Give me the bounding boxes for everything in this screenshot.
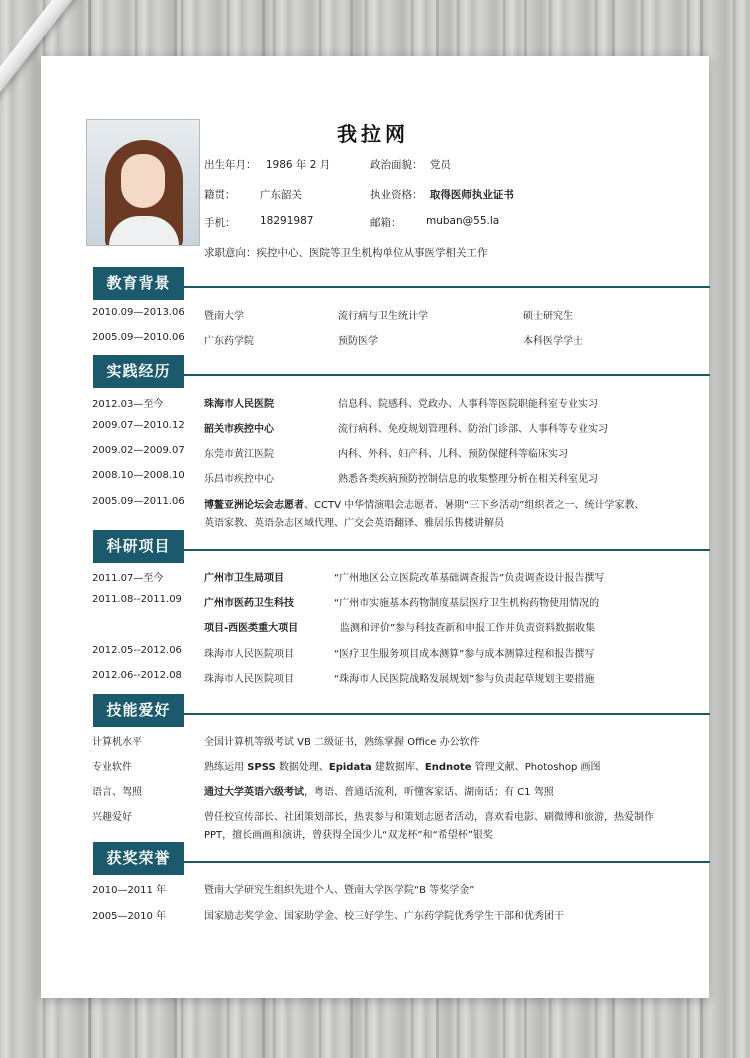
birth-value: 1986 年 2 月 xyxy=(265,159,331,171)
research-desc: “广州地区公立医院改革基础调查报告”负责调查设计报告撰写 xyxy=(334,573,605,584)
skill-label: 专业软件 xyxy=(92,762,132,773)
practice-date: 2008.10—2008.10 xyxy=(92,470,185,481)
education-major: 预防医学 xyxy=(338,336,378,347)
education-date: 2010.09—2013.06 xyxy=(92,307,185,318)
award-desc: 暨南大学研究生组织先进个人、暨南大学医学院“B 等奖学金” xyxy=(204,885,475,896)
section-divider xyxy=(184,713,710,715)
research-desc: 监测和评价”参与科技查新和申报工作并负责资料数据收集 xyxy=(340,623,596,634)
practice-date: 2005.09—2011.06 xyxy=(92,496,185,507)
software-text: 熟练运用 xyxy=(204,762,248,773)
section-divider xyxy=(184,374,710,376)
practice-org: 韶关市疾控中心 xyxy=(204,424,274,435)
phone-info xyxy=(204,215,314,230)
practice-date: 2012.03—至今 xyxy=(92,399,164,410)
research-date: 2011.08--2011.09 xyxy=(92,594,182,605)
education-major: 流行病与卫生统计学 xyxy=(338,311,428,322)
research-date: 2012.06--2012.08 xyxy=(92,670,182,681)
practice-desc: 、CCTV 中华情演唱会志愿者、暑期“三下乡活动”组织者之一、统计学家教、 xyxy=(304,500,645,511)
research-desc: “医疗卫生服务项目成本测算”参与成本测算过程和报告撰写 xyxy=(334,649,595,660)
politics-info xyxy=(370,157,451,172)
research-org: 广州市卫生局项目 xyxy=(204,573,284,584)
birth-info xyxy=(204,157,330,172)
practice-org: 乐昌市疾控中心 xyxy=(204,474,274,485)
research-desc: “珠海市人民医院战略发展规划”参与负责起草规划主要措施 xyxy=(334,674,595,685)
practice-title: 实践经历 xyxy=(93,355,184,388)
section-divider xyxy=(184,549,710,551)
practice-desc-continued: 英语家教、英语杂志区域代理、广交会英语翻译、雅居乐售楼讲解员 xyxy=(204,518,504,529)
objective-label: 求职意向： xyxy=(204,247,257,259)
practice-org: 珠海市人民医院 xyxy=(204,399,274,410)
license-value: 取得医师执业证书 xyxy=(429,189,514,201)
skill-label: 计算机水平 xyxy=(92,737,142,748)
license-label: 执业资格： xyxy=(370,189,423,201)
software-text: 数据处理、 xyxy=(275,762,329,773)
practice-org: 博鳌亚洲论坛会志愿者 xyxy=(204,500,304,511)
practice-date: 2009.02—2009.07 xyxy=(92,445,185,456)
award-desc: 国家励志奖学金、国家助学金、校三好学生、广东药学院优秀学生干部和优秀团干 xyxy=(204,911,564,922)
objective-value: 疾控中心、医院等卫生机构单位从事医学相关工作 xyxy=(256,247,488,259)
politics-value: 党员 xyxy=(429,159,451,171)
practice-desc: 信息科、院感科、党政办、人事科等医院职能科室专业实习 xyxy=(338,399,598,410)
language-cet6: 通过大学英语六级考试 xyxy=(204,787,304,798)
origin-label: 籍贯： xyxy=(204,189,236,201)
software-spss: SPSS xyxy=(247,762,276,773)
email-value: muban@55.la xyxy=(426,215,500,227)
section-divider xyxy=(184,861,710,863)
software-epidata: Epidata xyxy=(328,762,372,773)
skill-language xyxy=(204,783,554,798)
education-degree: 硕士研究生 xyxy=(523,311,573,322)
objective-info xyxy=(204,245,488,260)
research-date: 2012.05--2012.06 xyxy=(92,645,182,656)
resume-paper xyxy=(41,56,709,998)
language-text: ，粤语、普通话流利，听懂客家话、湖南话；有 C1 驾照 xyxy=(304,787,554,798)
phone-value: 18291987 xyxy=(260,215,314,227)
birth-label: 出生年月： xyxy=(204,159,257,171)
skill-computer: 全国计算机等级考试 VB 二级证书，熟练掌握 Office 办公软件 xyxy=(204,737,480,748)
research-desc: “广州市实施基本药物制度基层医疗卫生机构药物使用情况的 xyxy=(334,598,600,609)
research-org: 珠海市人民医院项目 xyxy=(204,674,294,685)
practice-org: 东莞市黄江医院 xyxy=(204,449,274,460)
skill-label: 兴趣爱好 xyxy=(92,812,132,823)
practice-desc: 内科、外科、妇产科、儿科、预防保健科等临床实习 xyxy=(338,449,568,460)
email-info xyxy=(370,215,500,230)
awards-title: 获奖荣誉 xyxy=(93,842,184,875)
education-title: 教育背景 xyxy=(93,267,184,300)
origin-value: 广东韶关 xyxy=(260,189,302,201)
license-info xyxy=(370,187,514,202)
phone-label: 手机： xyxy=(204,217,236,229)
education-school: 暨南大学 xyxy=(204,311,244,322)
award-date: 2010—2011 年 xyxy=(92,885,167,896)
research-org: 项目-西医类重大项目 xyxy=(204,623,299,634)
resume-name: 我拉网 xyxy=(337,122,409,146)
research-org: 珠海市人民医院项目 xyxy=(204,649,294,660)
skill-software xyxy=(204,758,601,773)
practice-desc: 流行病科、免疫规划管理科、防治门诊部、人事科等专业实习 xyxy=(338,424,608,435)
education-degree: 本科医学学士 xyxy=(523,336,583,347)
education-row xyxy=(92,307,185,318)
education-school: 广东药学院 xyxy=(204,336,254,347)
research-date: 2011.07—至今 xyxy=(92,573,164,584)
profile-photo xyxy=(86,119,200,246)
education-date: 2005.09—2010.06 xyxy=(92,332,185,343)
politics-label: 政治面貌： xyxy=(370,159,423,171)
section-divider xyxy=(184,286,710,288)
origin-info xyxy=(204,187,302,202)
skill-hobby: 曾任校宣传部长、社团策划部长，热衷参与和策划志愿者活动，喜欢看电影、刷微博和旅游，热爱制作 xyxy=(204,812,654,823)
skill-label: 语言、驾照 xyxy=(92,787,142,798)
email-label: 邮箱： xyxy=(370,217,402,229)
research-title: 科研项目 xyxy=(93,530,184,563)
skills-title: 技能爱好 xyxy=(93,694,184,727)
software-endnote: Endnote xyxy=(424,762,472,773)
practice-date: 2009.07—2010.12 xyxy=(92,420,185,431)
practice-desc: 熟悉各类疾病预防控制信息的收集整理分析在相关科室见习 xyxy=(338,474,598,485)
software-text: 建数据库、 xyxy=(371,762,425,773)
software-text: 管理文献、Photoshop 画图 xyxy=(471,762,601,773)
practice-volunteer-line xyxy=(204,496,644,511)
award-date: 2005—2010 年 xyxy=(92,911,167,922)
skill-hobby-continued: PPT，擅长画画和演讲，曾获得全国少儿“双龙杯”和“希望杯”银奖 xyxy=(204,830,493,841)
research-org: 广州市医药卫生科技 xyxy=(204,598,294,609)
